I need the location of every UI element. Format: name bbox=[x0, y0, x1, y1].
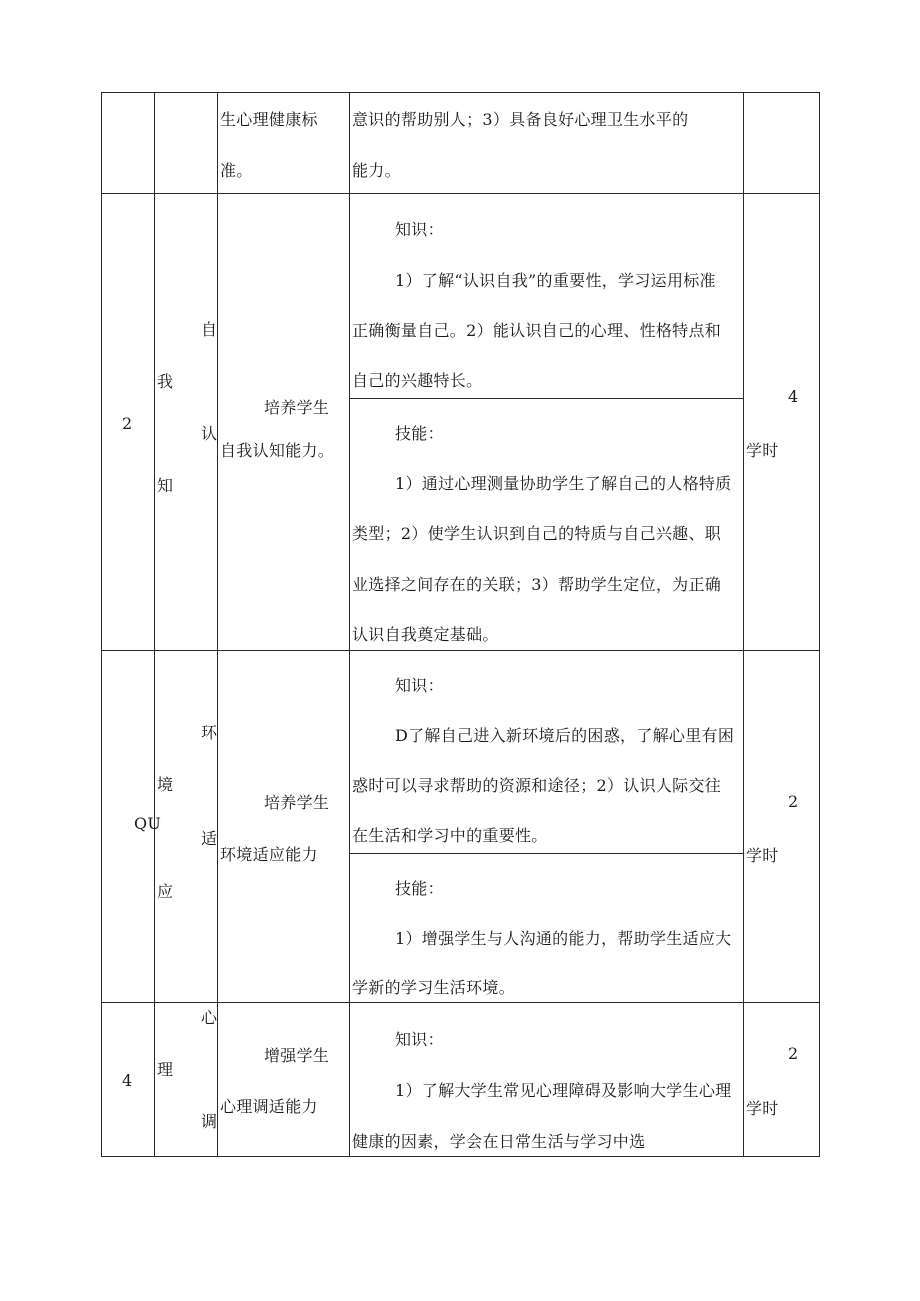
knowledge-line: 自己的兴趣特长。 bbox=[352, 371, 483, 390]
knowledge-line: 惑时可以寻求帮助的资源和途径；2）认识人际交往 bbox=[352, 776, 722, 795]
row-number: 2 bbox=[122, 414, 133, 433]
title-char: 自 bbox=[201, 320, 218, 339]
table-border-left bbox=[101, 92, 102, 1157]
skill-line: 业选择之间存在的关联；3）帮助学生定位，为正确 bbox=[352, 575, 722, 594]
objective-line: 心理调适能力 bbox=[220, 1097, 318, 1116]
hours-unit: 学时 bbox=[746, 846, 779, 865]
knowledge-line: 健康的因素，学会在日常生活与学习中选 bbox=[352, 1132, 646, 1151]
row-number: 4 bbox=[122, 1071, 133, 1090]
col-divider-3 bbox=[349, 92, 350, 1157]
objective-line: 环境适应能力 bbox=[220, 845, 318, 864]
objective-line: 自我认知能力。 bbox=[220, 441, 335, 460]
row-number: QU bbox=[134, 814, 162, 833]
row-divider-2 bbox=[101, 650, 820, 651]
skill-line: 类型；2）使学生认识到自己的特质与自己兴趣、职 bbox=[352, 524, 722, 543]
objective-line: 增强学生 bbox=[264, 1046, 330, 1065]
knowledge-heading: 知识： bbox=[395, 220, 444, 239]
skill-heading: 技能： bbox=[395, 424, 444, 443]
knowledge-line: 1）了解大学生常见心理障碍及影响大学生心理 bbox=[395, 1081, 732, 1100]
skill-line: 学新的学习生活环境。 bbox=[352, 978, 516, 997]
objective-line: 培养学生 bbox=[264, 793, 330, 812]
objective-line: 培养学生 bbox=[264, 398, 330, 417]
knowledge-heading: 知识： bbox=[395, 676, 444, 695]
col-divider-2 bbox=[217, 92, 218, 1157]
title-char: 理 bbox=[157, 1060, 174, 1079]
title-char: 知 bbox=[157, 476, 174, 495]
skill-line: 认识自我奠定基础。 bbox=[352, 625, 499, 644]
objective-line: 生心理健康标 bbox=[220, 110, 318, 129]
title-char: 我 bbox=[157, 372, 174, 391]
skill-line: 1）增强学生与人沟通的能力，帮助学生适应大 bbox=[395, 929, 732, 948]
knowledge-line: D了解自己进入新环境后的困惑，了解心里有困 bbox=[395, 726, 735, 745]
title-char: 认 bbox=[201, 424, 218, 443]
hours-value: 4 bbox=[788, 387, 799, 406]
hours-unit: 学时 bbox=[746, 441, 779, 460]
title-char: 调 bbox=[201, 1112, 218, 1131]
knowledge-heading: 知识： bbox=[395, 1030, 444, 1049]
title-char: 适 bbox=[201, 829, 218, 848]
content-line: 意识的帮助别人；3）具备良好心理卫生水平的 bbox=[352, 110, 689, 129]
table-border-top bbox=[101, 92, 820, 93]
col-divider-1 bbox=[154, 92, 155, 1157]
title-char: 境 bbox=[157, 775, 174, 794]
hours-unit: 学时 bbox=[746, 1099, 779, 1118]
col-divider-4 bbox=[743, 92, 744, 1157]
objective-line: 准。 bbox=[220, 161, 253, 180]
title-char: 应 bbox=[157, 882, 174, 901]
content-line: 能力。 bbox=[352, 161, 401, 180]
subcell-divider-row2 bbox=[349, 398, 743, 399]
skill-heading: 技能： bbox=[395, 879, 444, 898]
skill-line: 1）通过心理测量协助学生了解自己的人格特质 bbox=[395, 474, 732, 493]
hours-value: 2 bbox=[788, 1044, 799, 1063]
table-border-bottom bbox=[101, 1156, 820, 1157]
knowledge-line: 正确衡量自己。2）能认识自己的心理、性格特点和 bbox=[352, 321, 722, 340]
row-divider-3 bbox=[101, 1002, 820, 1003]
subcell-divider-row3 bbox=[349, 853, 743, 854]
title-char: 环 bbox=[201, 723, 218, 742]
row-divider-1 bbox=[101, 193, 820, 194]
knowledge-line: 1）了解“认识自我”的重要性，学习运用标准 bbox=[395, 271, 716, 290]
table-border-right bbox=[819, 92, 820, 1157]
title-char: 心 bbox=[201, 1008, 218, 1027]
hours-value: 2 bbox=[788, 792, 799, 811]
knowledge-line: 在生活和学习中的重要性。 bbox=[352, 826, 548, 845]
